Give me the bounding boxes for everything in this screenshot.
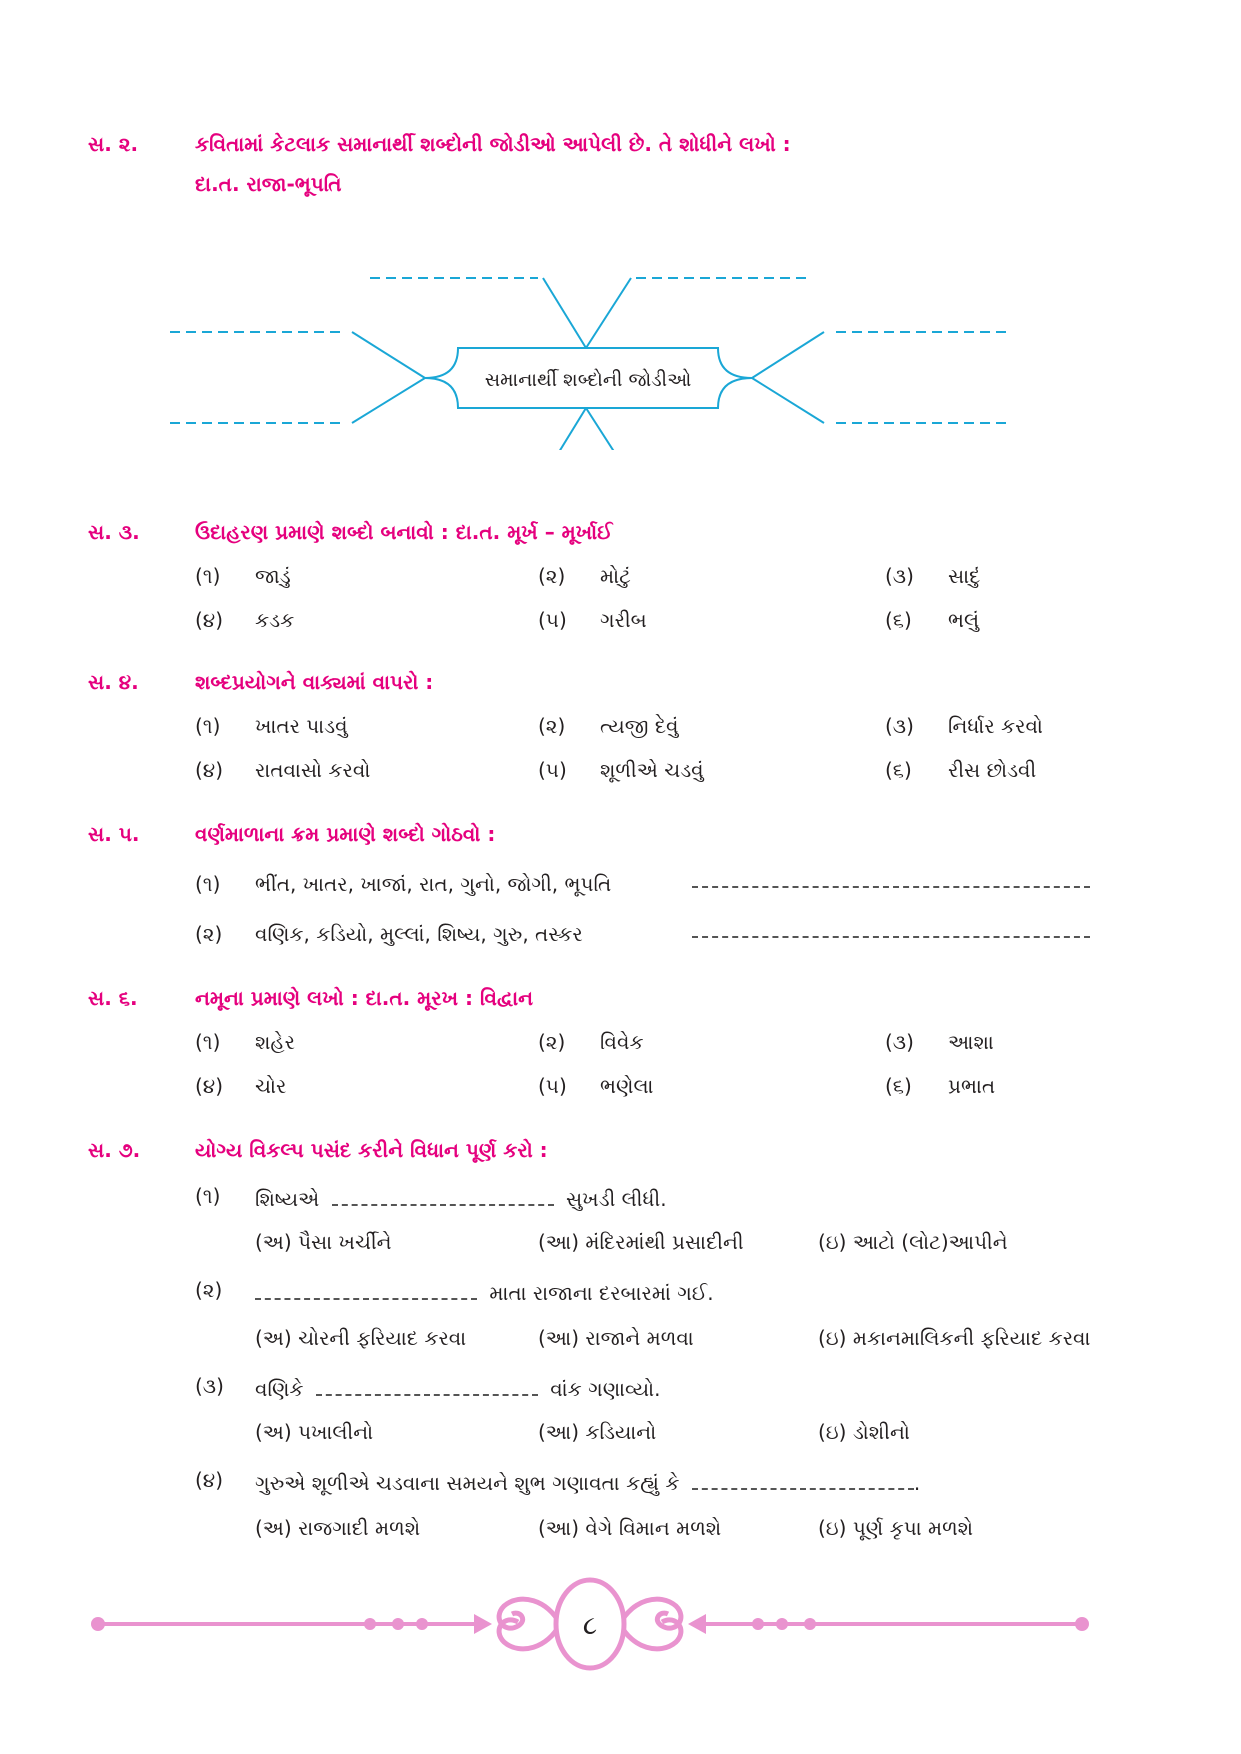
q7-option[interactable]: (ઇ) આટો (લોટ)આપીને <box>818 1230 1008 1254</box>
q7-option[interactable]: (ઇ) પૂર્ણ કૃપા મળશે <box>818 1516 974 1540</box>
q6-item-text: ચોર <box>255 1074 287 1098</box>
q6-item-num: (૩) <box>885 1030 914 1054</box>
q5-answer-line-2[interactable] <box>692 936 1090 938</box>
q7-blank[interactable] <box>316 1374 538 1396</box>
q7-after: માતા રાજાના દરબારમાં ગઈ. <box>489 1281 714 1305</box>
q3-item-text: ગરીબ <box>600 608 647 632</box>
q4-item-num: (૬) <box>885 758 912 782</box>
q6-number: સ. ૬. <box>88 986 138 1010</box>
q6-item-text: પ્રભાત <box>948 1074 996 1098</box>
q5-item-text: વણિક, કડિયો, મુલ્લાં, શિષ્ય, ગુરુ, તસ્કર <box>255 922 583 946</box>
q7-after: વાંક ગણાવ્યો. <box>550 1377 661 1401</box>
q3-item-text: સાદું <box>948 564 981 588</box>
q7-option[interactable]: (અ) પખાલીનો <box>255 1420 374 1444</box>
q6-item-num: (૪) <box>195 1074 224 1098</box>
q3-item-text: જાડું <box>255 564 291 588</box>
q7-title: યોગ્ય વિકલ્પ પસંદ કરીને વિધાન પૂર્ણ કરો : <box>195 1138 548 1162</box>
q3-item-num: (૨) <box>538 564 566 588</box>
q7-blank[interactable] <box>332 1184 554 1206</box>
q6-item-text: શહેર <box>255 1030 295 1054</box>
q5-answer-line-1[interactable] <box>692 886 1090 888</box>
q4-item-num: (૧) <box>195 714 221 738</box>
q5-item-num: (૨) <box>195 922 223 946</box>
q7-option[interactable]: (અ) રાજગાદી મળશે <box>255 1516 421 1540</box>
q7-option[interactable]: (આ) રાજાને મળવા <box>538 1326 694 1350</box>
q6-item-text: વિવેક <box>600 1030 644 1054</box>
q4-item-text: નિર્ધાર કરવો <box>948 714 1043 738</box>
q7-option[interactable]: (આ) કડિયાનો <box>538 1420 657 1444</box>
q7-after: સુખડી લીધી. <box>565 1187 667 1211</box>
q3-item-text: મોટું <box>600 564 631 588</box>
q4-number: સ. ૪. <box>88 670 139 694</box>
q4-item-text: શૂળીએ ચડવું <box>600 758 704 782</box>
q2-example: દા.ત. રાજા-ભૂપતિ <box>195 172 342 196</box>
q4-item-text: ત્યજી દેવું <box>600 714 679 738</box>
q6-item-num: (૨) <box>538 1030 566 1054</box>
q7-before: ગુરુએ શૂળીએ ચડવાના સમયને શુભ ગણાવતા કહ્યું કે <box>255 1471 680 1495</box>
q5-title: વર્ણમાળાના ક્રમ પ્રમાણે શબ્દો ગોઠવો : <box>195 822 496 846</box>
q3-title: ઉદાહરણ પ્રમાણે શબ્દો બનાવો : દા.ત. મૂર્ખ – મૂર્ખાઈ <box>195 520 613 544</box>
q3-item-num: (૧) <box>195 564 221 588</box>
q4-item-num: (૨) <box>538 714 566 738</box>
q7-blank[interactable] <box>692 1468 914 1490</box>
q4-item-num: (૩) <box>885 714 914 738</box>
q4-item-num: (૪) <box>195 758 224 782</box>
q7-before: વણિકે <box>255 1377 304 1401</box>
q3-item-num: (૬) <box>885 608 912 632</box>
q2-number: સ. ૨. <box>88 132 139 156</box>
q4-item-num: (૫) <box>538 758 567 782</box>
q5-item-text: ભીંત, ખાતર, ખાજાં, રાત, ગુનો, જોગી, ભૂપતિ <box>255 872 612 896</box>
q3-item-text: ભલું <box>948 608 980 632</box>
q7-item-num: (૨) <box>195 1278 223 1302</box>
q2-title: કવિતામાં કેટલાક સમાનાર્થી શબ્દોની જોડીઓ આપેલી છે. તે શોધીને લખો : <box>195 132 791 156</box>
q6-item-num: (૫) <box>538 1074 567 1098</box>
q7-option[interactable]: (અ) ચોરની ફરિયાદ કરવા <box>255 1326 467 1350</box>
q3-item-num: (૩) <box>885 564 914 588</box>
synonym-diagram <box>0 230 1241 450</box>
q7-item-sentence <box>255 1468 920 1495</box>
q4-item-text: ખાતર પાડવું <box>255 714 348 738</box>
q4-item-text: રીસ છોડવી <box>948 758 1037 782</box>
q6-item-num: (૬) <box>885 1074 912 1098</box>
q7-after: . <box>913 1471 921 1495</box>
footer-ornament <box>0 1570 1241 1680</box>
q7-item-num: (૩) <box>195 1374 224 1398</box>
q7-item-sentence <box>255 1184 667 1211</box>
q3-item-num: (૪) <box>195 608 224 632</box>
q7-option[interactable]: (ઇ) ડોશીનો <box>818 1420 910 1444</box>
center-label: સમાનાર્થી શબ્દોની જોડીઓ <box>484 369 692 391</box>
q7-option[interactable]: (આ) મંદિરમાંથી પ્રસાદીની <box>538 1230 744 1254</box>
q7-blank[interactable] <box>255 1278 477 1300</box>
q3-item-num: (૫) <box>538 608 567 632</box>
page-number: ૮ <box>582 1611 598 1641</box>
q6-item-num: (૧) <box>195 1030 221 1054</box>
q7-item-num: (૧) <box>195 1184 221 1208</box>
q6-item-text: આશા <box>948 1030 994 1054</box>
q5-number: સ. ૫. <box>88 822 140 846</box>
q7-option[interactable]: (અ) પૈસા ખર્ચીને <box>255 1230 392 1254</box>
q7-item-sentence <box>255 1374 660 1401</box>
q3-number: સ. ૩. <box>88 520 140 544</box>
q7-option[interactable]: (આ) વેગે વિમાન મળશે <box>538 1516 722 1540</box>
q7-option[interactable]: (ઇ) મકાનમાલિકની ફરિયાદ કરવા <box>818 1326 1091 1350</box>
q6-title: નમૂના પ્રમાણે લખો : દા.ત. મૂરખ : વિદ્વાન <box>195 986 534 1010</box>
q7-before: શિષ્યએ <box>255 1187 320 1211</box>
q5-item-num: (૧) <box>195 872 221 896</box>
q4-item-text: રાતવાસો કરવો <box>255 758 371 782</box>
q6-item-text: ભણેલા <box>600 1074 654 1098</box>
q7-item-num: (૪) <box>195 1468 224 1492</box>
q7-number: સ. ૭. <box>88 1138 141 1162</box>
q4-title: શબ્દપ્રયોગને વાક્યમાં વાપરો : <box>195 670 434 694</box>
q7-item-sentence <box>255 1278 714 1305</box>
q3-item-text: કડક <box>255 608 295 632</box>
